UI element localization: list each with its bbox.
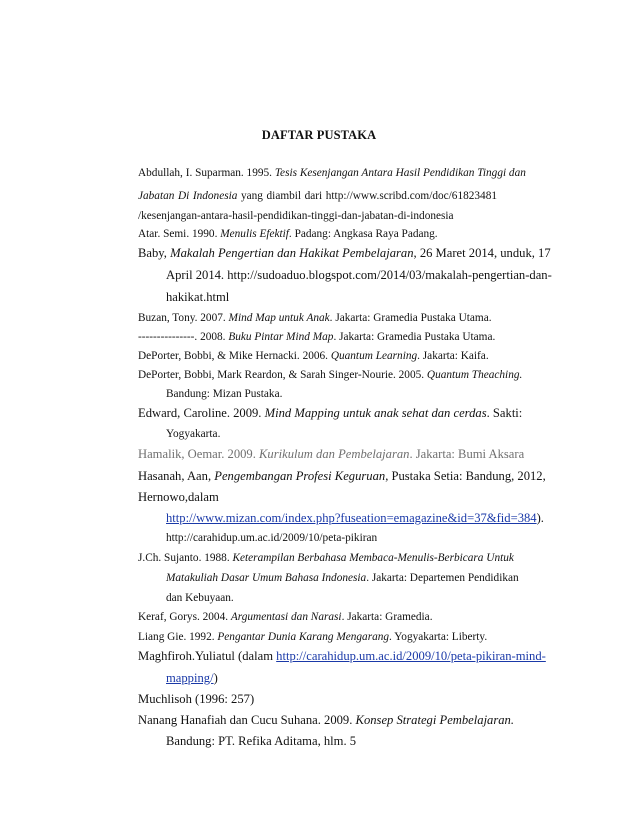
reference-date: , 26 Maret 2014, unduk, 17 [413,246,551,260]
reference-publisher: . Jakarta: Departemen Pendidikan [366,572,519,584]
reference-title: Tesis Kesenjangan Antara Hasil Pendidikan Tinggi dan [274,167,526,179]
reference-title: Konsep Strategi Pembelajaran. [355,713,515,727]
reference-line [138,648,546,664]
reference-publisher: , Pustaka Setia: Bandung, 2012, [385,469,546,483]
reference-line: /kesenjangan-antara-hasil-pendidikan-tinggi-dan-jabatan-di-indonesia [138,210,454,222]
reference-title: Menulis Efektif [220,228,289,240]
reference-author-year: Liang Gie. 1992. [138,631,215,643]
reference-author-year: Buzan, Tony. 2007. [138,312,226,324]
reference-title: Keterampilan Berbahasa Membaca-Menulis-Berbicara Untuk [232,552,514,564]
reference-author-year: Muchlisoh (1996: 257) [138,692,255,706]
reference-line [138,188,497,204]
reference-author-year: J.Ch. Sujanto. 1988. [138,552,230,564]
reference-title: Mind Mapping untuk anak sehat dan cerdas [264,406,487,420]
reference-author-year: Keraf, Gorys. 2004. [138,611,229,623]
reference-entry [138,691,254,707]
reference-title: Makalah Pengertian dan Hakikat Pembelajaran [170,246,414,260]
reference-author: Baby, [138,246,167,260]
page-title: DAFTAR PUSTAKA [261,128,377,142]
reference-publisher: . Yogyakarta: Liberty. [389,631,488,643]
reference-entry [138,629,487,645]
reference-publisher: . Jakarta: Gramedia Pustaka Utama. [329,312,492,324]
reference-line [138,165,526,181]
reference-line: http://carahidup.um.ac.id/2009/10/peta-pikiran [166,532,378,544]
reference-author-year: Abdullah, I. Suparman. 1995. [138,167,272,179]
reference-line: Yogyakarta. [166,428,221,440]
reference-author-year: Edward, Caroline. 2009. [138,406,262,420]
reference-title: Quantum Learning [330,350,418,362]
reference-author: Hasanah, Aan, [138,469,212,483]
reference-title: Quantum Theaching. [426,369,523,381]
reference-title: Kurikulum dan Pembelajaran [259,447,410,461]
reference-source: yang diambil dari http://www.scribd.com/doc/61823481 [241,190,497,202]
reference-line [166,570,519,586]
reference-entry [138,609,433,625]
reference-title: Jabatan Di Indonesia [138,190,238,202]
reference-title: Mind Map untuk Anak [228,312,330,324]
reference-title: Pengantar Dunia Karang Mengarang [217,631,390,643]
reference-line: Bandung: PT. Refika Aditama, hlm. 5 [166,734,357,748]
reference-line: Bandung: Mizan Pustaka. [166,388,283,400]
reference-line [138,405,523,421]
reference-line: hakikat.html [166,290,230,304]
reference-line [166,670,218,686]
reference-author-year: ---------------. 2008. [138,331,226,343]
reference-publisher: . Sakti: [486,406,523,420]
reference-author-year: DePorter, Bobbi, Mark Reardon, & Sarah Singer-Nourie. 2005. [138,369,425,381]
reference-line [138,367,523,383]
reference-publisher: . Jakarta: Bumi Aksara [409,447,525,461]
reference-entry [138,446,524,462]
reference-entry [138,226,438,242]
reference-author-year: DePorter, Bobbi, & Mike Hernacki. 2006. [138,350,328,362]
reference-line [166,510,544,526]
reference-author-year: Atar. Semi. 1990. [138,228,218,240]
reference-line: dan Kebuyaan. [166,592,234,604]
reference-author-year: Hamalik, Oemar. 2009. [138,447,256,461]
reference-line: Hernowo,dalam [138,490,219,504]
reference-author: Maghfiroh.Yuliatul (dalam [138,649,274,663]
reference-entry [138,310,492,326]
reference-publisher: . Jakarta: Gramedia Pustaka Utama. [333,331,496,343]
reference-entry [138,348,489,364]
reference-publisher: . Jakarta: Gramedia. [341,611,433,623]
reference-title: Matakuliah Dasar Umum Bahasa Indonesia [166,572,367,584]
reference-line [138,712,515,728]
reference-line: April 2014. http://sudoaduo.blogspot.com/2014/03/makalah-pengertian-dan- [166,268,552,282]
reference-publisher: . Jakarta: Kaifa. [417,350,489,362]
reference-line [138,550,514,566]
reference-punctuation: ) [213,671,218,685]
reference-entry [138,329,495,345]
reference-publisher: . Padang: Angkasa Raya Padang. [288,228,438,240]
reference-line [138,245,551,261]
reference-author-year: Nanang Hanafiah dan Cucu Suhana. 2009. [138,713,353,727]
reference-entry [138,468,546,484]
reference-title: Argumentasi dan Narasi [230,611,342,623]
reference-link[interactable]: http://carahidup.um.ac.id/2009/10/peta-pikiran-mind- [276,649,546,663]
reference-link[interactable]: mapping/ [166,671,214,685]
reference-punctuation: ). [536,511,544,525]
reference-link[interactable]: http://www.mizan.com/index.php?fuseation=emagazine&id=37&fid=384 [166,511,537,525]
reference-title: Pengembangan Profesi Keguruan [214,469,386,483]
reference-title: Buku Pintar Mind Map [228,331,334,343]
